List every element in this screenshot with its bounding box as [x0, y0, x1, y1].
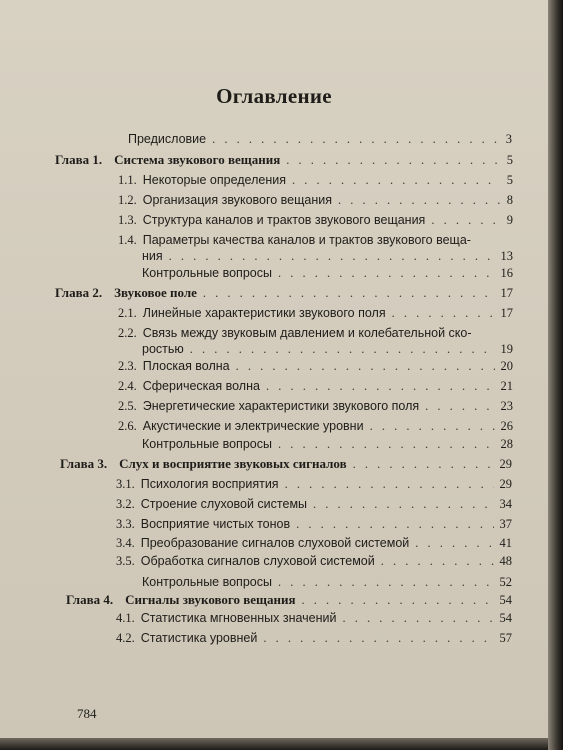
- entry-title: Контрольные вопросы: [142, 437, 272, 451]
- entry-title: Плоская волна: [142, 359, 230, 373]
- entry-title: Линейные характеристики звукового поля: [142, 306, 386, 320]
- toc-entry-1-2[interactable]: [118, 192, 513, 208]
- entry-title-continuation: ния: [142, 249, 163, 263]
- entry-title: Статистика уровней: [140, 631, 258, 645]
- entry-page: 57: [499, 631, 512, 645]
- leader-dots: [313, 496, 493, 512]
- entry-page: 29: [499, 477, 512, 491]
- section-number: 2.2.: [118, 326, 137, 340]
- toc-entry-2-3[interactable]: [118, 358, 513, 374]
- entry-page: 9: [506, 213, 513, 227]
- section-number: 4.2.: [116, 631, 135, 645]
- section-number: 2.1.: [118, 306, 137, 320]
- toc-entry-1-1[interactable]: [118, 172, 513, 188]
- entry-page: 8: [506, 193, 513, 207]
- leader-dots: [212, 131, 500, 147]
- toc-entry-3-5[interactable]: [116, 553, 512, 569]
- entry-title: Энергетические характеристики звукового поля: [142, 399, 420, 413]
- leader-dots: [278, 436, 495, 452]
- toc-entry-1-4[interactable]: [118, 232, 513, 248]
- entry-title: Контрольные вопросы: [142, 575, 272, 589]
- toc-entry-3-4[interactable]: [116, 535, 512, 551]
- leader-dots: [381, 553, 494, 569]
- leader-dots: [425, 398, 494, 414]
- section-number: 2.3.: [118, 359, 137, 373]
- section-number: 1.2.: [118, 193, 137, 207]
- entry-title: Акустические и электрические уровни: [142, 419, 364, 433]
- toc-entry-2-5[interactable]: [118, 398, 513, 414]
- entry-page: 41: [499, 536, 512, 550]
- toc-chapter-3[interactable]: [60, 456, 512, 472]
- entry-page: 37: [499, 517, 512, 531]
- leader-dots: [203, 285, 495, 301]
- section-number: 2.4.: [118, 379, 137, 393]
- toc-chapter-1[interactable]: [55, 152, 513, 168]
- section-number: 3.2.: [116, 497, 135, 511]
- chapter-title: Слух и восприятие звуковых сигналов: [119, 456, 347, 471]
- entry-title: Предисловие: [128, 132, 207, 146]
- entry-page: 26: [500, 419, 513, 433]
- toc-entry-2-6[interactable]: [118, 418, 513, 434]
- entry-page: 21: [500, 379, 513, 393]
- entry-page: 23: [500, 399, 513, 413]
- entry-title: Психология восприятия: [140, 477, 279, 491]
- leader-dots: [263, 630, 493, 646]
- chapter-number: Глава 2.: [55, 285, 103, 300]
- chapter-number: Глава 1.: [55, 152, 103, 167]
- toc-entry-2-4[interactable]: [118, 378, 513, 394]
- toc-entry-3-2[interactable]: [116, 496, 512, 512]
- section-number: 1.3.: [118, 213, 137, 227]
- entry-title-continuation: ростью: [142, 342, 184, 356]
- entry-page: 17: [500, 306, 513, 320]
- chapter-number: Глава 3.: [60, 456, 108, 471]
- chapter-number: Глава 4.: [66, 592, 114, 607]
- entry-page: 20: [500, 359, 513, 373]
- entry-page: 54: [499, 611, 512, 625]
- entry-title: Строение слуховой системы: [140, 497, 308, 511]
- entry-title: Сферическая волна: [142, 379, 260, 393]
- entry-page: 5: [506, 153, 513, 167]
- entry-title: Связь между звуковым давлением и колебательной ско-: [142, 326, 472, 340]
- entry-page: 16: [500, 266, 513, 280]
- page-number-folio: 784: [77, 706, 97, 721]
- entry-title: Восприятие чистых тонов: [140, 517, 291, 531]
- toc-entry-2-2-continuation[interactable]: [142, 341, 513, 357]
- toc-entry-4-1[interactable]: [116, 610, 512, 626]
- entry-page: 54: [499, 593, 512, 607]
- section-number: 2.5.: [118, 399, 137, 413]
- entry-title: Контрольные вопросы: [142, 266, 272, 280]
- entry-page: 28: [500, 437, 513, 451]
- toc-entry-2-1[interactable]: [118, 305, 513, 321]
- section-number: 1.4.: [118, 233, 137, 247]
- leader-dots: [338, 192, 501, 208]
- toc-entry-4-2[interactable]: [116, 630, 512, 646]
- chapter-title: Звуковое поле: [114, 285, 197, 300]
- entry-page: 5: [506, 173, 513, 187]
- leader-dots: [285, 476, 494, 492]
- entry-page: 34: [499, 497, 512, 511]
- section-number: 3.1.: [116, 477, 135, 491]
- section-number: 3.5.: [116, 554, 135, 568]
- leader-dots: [278, 265, 495, 281]
- entry-title: Параметры качества каналов и трактов звукового веща-: [142, 233, 471, 247]
- toc-chapter-2[interactable]: [55, 285, 513, 301]
- entry-title: Преобразование сигналов слуховой системой: [140, 536, 410, 550]
- chapter-title: Сигналы звукового вещания: [125, 592, 296, 607]
- toc-entry-questions-2[interactable]: [142, 436, 513, 452]
- toc-entry-2-2[interactable]: [118, 325, 513, 341]
- entry-page: 52: [499, 575, 512, 589]
- leader-dots: [236, 358, 495, 374]
- entry-page: 13: [500, 249, 513, 263]
- leader-dots: [296, 516, 493, 532]
- entry-page: 19: [500, 342, 513, 356]
- entry-page: 3: [505, 132, 512, 146]
- leader-dots: [431, 212, 500, 228]
- leader-dots: [392, 305, 495, 321]
- entry-page: 29: [499, 457, 512, 471]
- leader-dots: [370, 418, 495, 434]
- entry-page: 17: [500, 286, 513, 300]
- leader-dots: [415, 535, 493, 551]
- chapter-title: Система звукового вещания: [114, 152, 281, 167]
- leader-dots: [286, 152, 500, 168]
- page-title: Оглавление: [216, 84, 332, 108]
- leader-dots: [302, 592, 494, 608]
- toc-entry-questions-3[interactable]: [142, 574, 512, 590]
- leader-dots: [266, 378, 495, 394]
- entry-title: Обработка сигналов слуховой системой: [140, 554, 375, 568]
- toc-entry-3-3[interactable]: [116, 516, 512, 532]
- section-number: 3.4.: [116, 536, 135, 550]
- leader-dots: [169, 248, 495, 264]
- book-page-edge: [548, 0, 563, 750]
- section-number: 1.1.: [118, 173, 137, 187]
- leader-dots: [343, 610, 494, 626]
- section-number: 2.6.: [118, 419, 137, 433]
- entry-title: Организация звукового вещания: [142, 193, 333, 207]
- toc-entry-1-4-continuation[interactable]: [142, 248, 513, 264]
- book-bottom-shadow: [0, 738, 548, 750]
- entry-title: Некоторые определения: [142, 173, 286, 187]
- toc-chapter-4[interactable]: [66, 592, 512, 608]
- entry-title: Статистика мгновенных значений: [140, 611, 337, 625]
- toc-entry-1-3[interactable]: [118, 212, 513, 228]
- toc-entry-questions-1[interactable]: [142, 265, 513, 281]
- toc-entry-3-1[interactable]: [116, 476, 512, 492]
- entry-title: Структура каналов и трактов звукового вещания: [142, 213, 426, 227]
- leader-dots: [292, 172, 501, 188]
- section-number: 3.3.: [116, 517, 135, 531]
- leader-dots: [190, 341, 495, 357]
- toc-entry-preface[interactable]: [128, 131, 512, 147]
- leader-dots: [278, 574, 494, 590]
- section-number: 4.1.: [116, 611, 135, 625]
- entry-page: 48: [499, 554, 512, 568]
- leader-dots: [353, 456, 494, 472]
